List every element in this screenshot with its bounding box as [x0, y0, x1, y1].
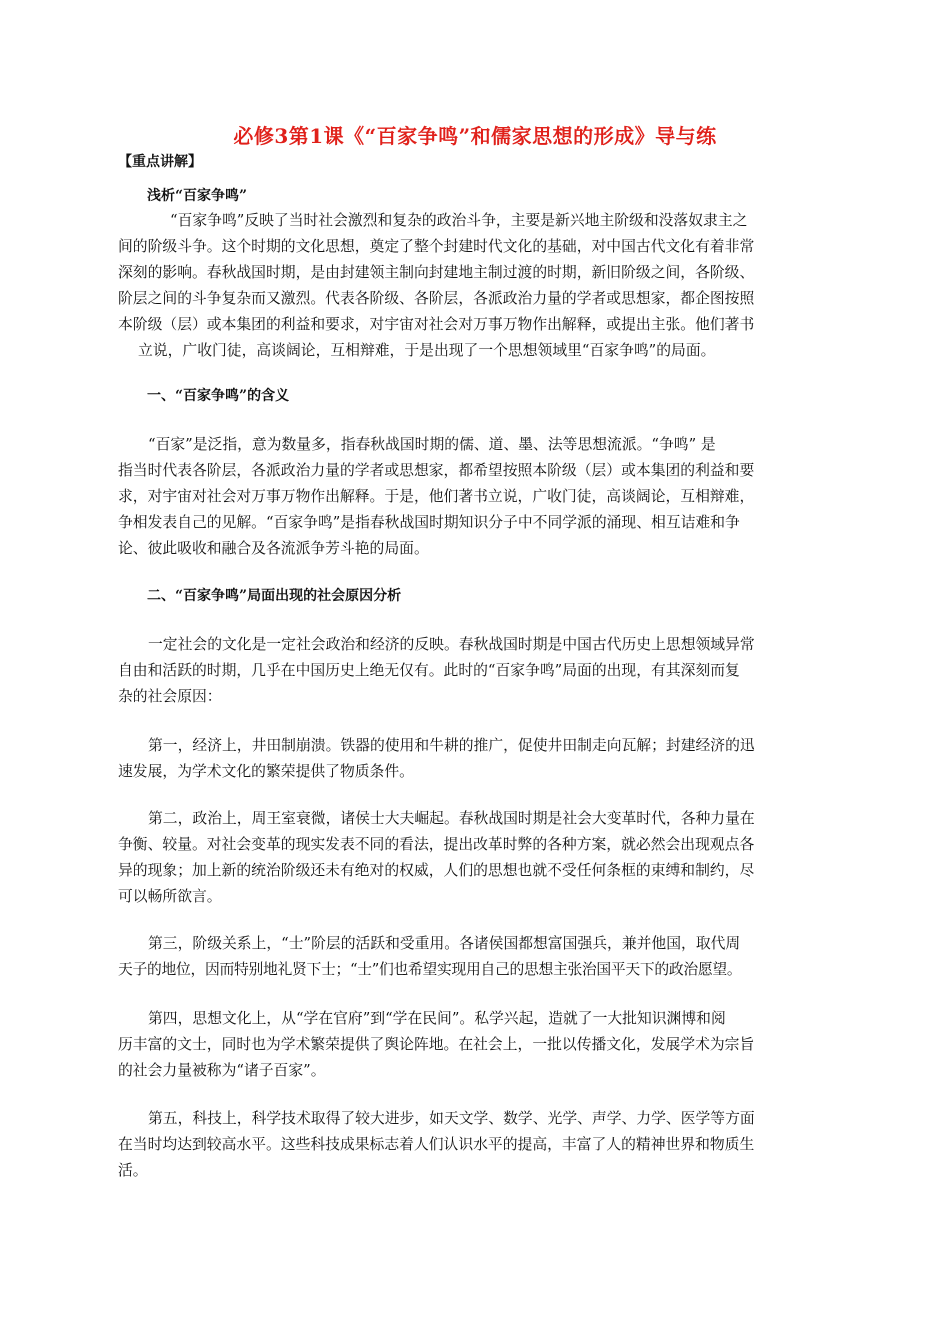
- text-line: 天子的地位，因而特别地礼贤下士；“士”们也希望实现用自己的思想主张治国平天下的政治愿望。: [118, 961, 742, 978]
- text-line: 一定社会的文化是一定社会政治和经济的反映。春秋战国时期是中国古代历史上思想领域异常: [148, 636, 755, 653]
- section1-heading: 一、“百家争鸣”的含义: [147, 388, 290, 404]
- text-line: 第二，政治上，周王室衰微，诸侯士大夫崛起。春秋战国时期是社会大变革时代，各种力量在: [148, 810, 755, 827]
- text-line: 第三，阶级关系上，“士”阶层的活跃和受重用。各诸侯国都想富国强兵，兼并他国，取代周: [148, 935, 741, 952]
- text-line: 活。: [118, 1162, 148, 1179]
- text-line: 间的阶级斗争。这个时期的文化思想，奠定了整个封建时代文化的基础，对中国古代文化有着非常: [118, 238, 755, 255]
- reason-class-paragraph: [118, 931, 836, 983]
- intro-paragraph: [118, 208, 836, 364]
- text-line: 争衡、较量。对社会变革的现实发表不同的看法，提出改革时弊的各种方案，就必然会出现观点各: [118, 836, 755, 853]
- text-line: 深刻的影响。春秋战国时期，是由封建领主制向封建地主制过渡的时期，新旧阶级之间，各阶级、: [118, 264, 755, 281]
- text-line: 历丰富的文士，同时也为学术繁荣提供了舆论阵地。在社会上，一批以传播文化，发展学术为宗旨: [118, 1036, 755, 1053]
- section2-heading: 二、“百家争鸣”局面出现的社会原因分析: [147, 588, 402, 604]
- text-line: 本阶级（层）或本集团的利益和要求，对宇宙对社会对万事万物作出解释，或提出主张。他们著书: [118, 316, 755, 333]
- text-line: 杂的社会原因：: [118, 688, 222, 705]
- section-tag: 【重点讲解】: [118, 154, 202, 170]
- text-line: 在当时均达到较高水平。这些科技成果标志着人们认识水平的提高，丰富了人的精神世界和物质生: [118, 1136, 755, 1153]
- document-title: 必修3第1课《“百家争鸣”和儒家思想的形成》导与练: [233, 124, 717, 148]
- text-line: 速发展，为学术文化的繁荣提供了物质条件。: [118, 763, 414, 780]
- text-line: 的社会力量被称为“诸子百家”。: [118, 1062, 326, 1079]
- text-line: 可以畅所欲言。: [118, 888, 222, 905]
- reason-culture-paragraph: [118, 1006, 836, 1084]
- text-line: 求，对宇宙对社会对万事万物作出解释。于是，他们著书立说，广收门徒，高谈阔论，互相辩难，: [118, 488, 755, 505]
- text-line: 第五，科技上，科学技术取得了较大进步，如天文学、数学、光学、声学、力学、医学等方面: [148, 1110, 755, 1127]
- text-line: “百家争鸣”反映了当时社会激烈和复杂的政治斗争，主要是新兴地主阶级和没落奴隶主之: [170, 212, 748, 229]
- section1-paragraph: [118, 432, 836, 562]
- section2-intro-paragraph: [118, 632, 836, 710]
- reason-technology-paragraph: [118, 1106, 836, 1184]
- text-line: “百家”是泛指，意为数量多，指春秋战国时期的儒、道、墨、法等思想流派。“争鸣” 是: [148, 436, 716, 453]
- text-line: 论、彼此吸收和融合及各流派争芳斗艳的局面。: [118, 540, 429, 557]
- intro-heading: 浅析“百家争鸣”: [147, 188, 248, 204]
- text-line: 异的现象；加上新的统治阶级还未有绝对的权威，人们的思想也就不受任何条框的束缚和制约，尽: [118, 862, 755, 879]
- text-line: 阶层之间的斗争复杂而又激烈。代表各阶级、各阶层，各派政治力量的学者或思想家，都企图按照: [118, 290, 755, 307]
- text-line: 指当时代表各阶层，各派政治力量的学者或思想家，都希望按照本阶级（层）或本集团的利益和要: [118, 462, 755, 479]
- text-line: 立说，广收门徒，高谈阔论，互相辩难，于是出现了一个思想领域里“百家争鸣”的局面。: [138, 342, 716, 359]
- text-line: 自由和活跃的时期，几乎在中国历史上绝无仅有。此时的“百家争鸣”局面的出现，有其深刻而复: [118, 662, 740, 679]
- text-line: 第四，思想文化上，从“学在官府”到“学在民间”。私学兴起，造就了一大批知识渊博和阅: [148, 1010, 726, 1027]
- text-line: 第一，经济上，井田制崩溃。铁器的使用和牛耕的推广，促使井田制走向瓦解；封建经济的迅: [148, 737, 755, 754]
- reason-economy-paragraph: [118, 733, 836, 785]
- text-line: 争相发表自己的见解。“百家争鸣”是指春秋战国时期知识分子中不同学派的涌现、相互诘难和争: [118, 514, 740, 531]
- reason-politics-paragraph: [118, 806, 836, 910]
